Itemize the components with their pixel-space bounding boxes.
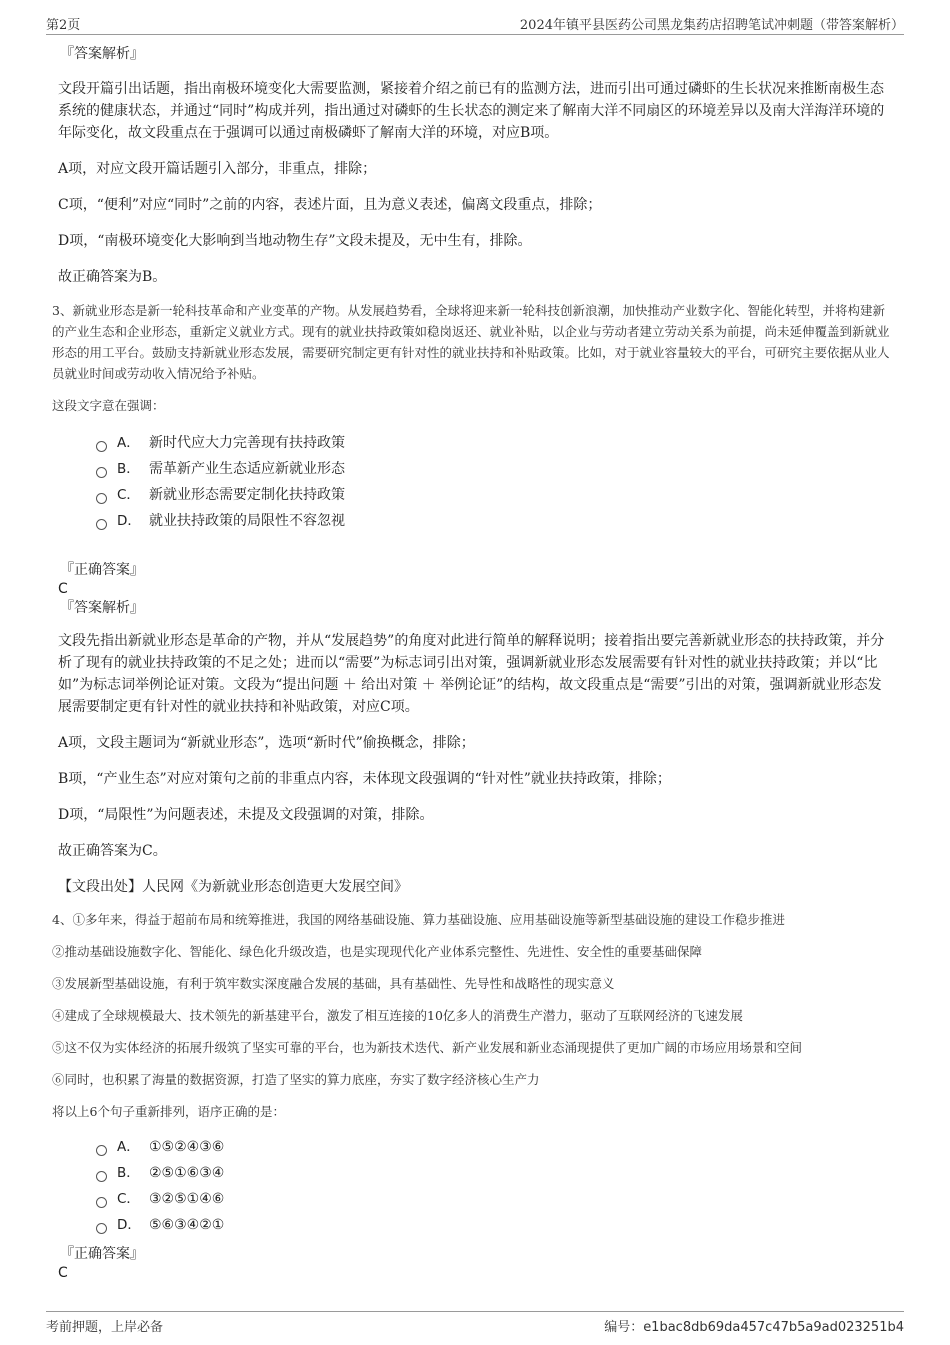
q3-prompt: 这段文字意在强调：	[52, 398, 165, 413]
q2-analysis-paragraph: 文段开篇引出话题，指出南极环境变化大需要监测，紧接着介绍之前已有的监测方法，进而引出可通过磷虾的生长状况来推断南极生态系统的健康状态，并通过“同时”构成并列，指出通过对磷虾的生长状态的测定来了解南大洋不同扇区的环境差异以及南大洋海洋环境的年际变化，故文段重点在于强调可以通过南极磷虾了解南大洋的环境，对应B项。	[58, 81, 885, 141]
q4-option-d[interactable]	[96, 1212, 894, 1238]
q3-option-a-text: 新时代应大力完善现有扶持政策	[149, 435, 345, 451]
q4-option-c-text: ③②⑤①④⑥	[149, 1191, 225, 1207]
q3-option-d-label: D．	[117, 513, 141, 529]
q3-analysis-paragraph: 文段先指出新就业形态是革命的产物，并从“发展趋势”的角度对此进行简单的解释说明；接着指出要完善新就业形态的扶持政策，并分析了现有的就业扶持政策的不足之处；进而以“需要”为标志词引出对策，强调新就业形态发展需要有针对性的就业扶持政策；并以“比如”为标志词举例论证对策。文段为“提出问题 ＋ 给出对策 ＋ 举例论证”的结构，故文段重点是“需要”引出的对策，强调新就业形态发展需要制定更有针对性的就业扶持和补贴政策，对应C项。	[58, 633, 885, 715]
page-header	[46, 14, 904, 35]
page-number: 第2页	[46, 18, 81, 33]
document-title: 2024年镇平县医药公司黑龙集药店招聘笔试冲刺题（带答案解析）	[519, 18, 904, 33]
q3-option-c[interactable]	[96, 482, 894, 508]
q4-sentence-4: ④建成了全球规模最大、技术领先的新基建平台，激发了相互连接的10亿多人的消费生产潜力，驱动了互联网经济的飞速发展	[52, 1008, 743, 1023]
q3-answer: C	[58, 581, 68, 597]
q3-answer-tag: 『正确答案』	[60, 562, 144, 578]
q4-option-a-text: ①⑤②④③⑥	[149, 1139, 225, 1155]
q3-option-a[interactable]	[96, 430, 894, 456]
q2-analysis-tag: 『答案解析』	[60, 46, 144, 62]
document-id: 编号：e1bac8db69da457c47b5a9ad023251b4	[604, 1320, 904, 1335]
radio-icon[interactable]	[96, 1223, 107, 1234]
q3-stem: 3、新就业形态是新一轮科技革命和产业变革的产物。从发展趋势看，全球将迎来新一轮科技创新浪潮，加快推动产业数字化、智能化转型，并将构建新的产业生态和企业形态，重新定义就业方式。现有的就业扶持政策如稳岗返还、就业补贴，以企业与劳动者建立劳动关系为前提，尚未延伸覆盖到新就业形态的用工平台。鼓励支持新就业形态发展，需要研究制定更有针对性的就业扶持和补贴政策。比如，对于就业容量较大的平台，可研究主要依据从业人员就业时间或劳动收入情况给予补贴。	[52, 303, 890, 381]
q3-option-d[interactable]	[96, 508, 894, 534]
q4-option-a[interactable]	[96, 1134, 894, 1160]
q3-option-d-text: 就业扶持政策的局限性不容忽视	[149, 513, 345, 529]
q3-option-b-analysis: B项，“产业生态”对应对策句之前的非重点内容，未体现文段强调的“针对性”就业扶持政策，排除；	[58, 771, 671, 787]
q4-sentence-3: ③发展新型基础设施，有利于筑牢数实深度融合发展的基础，具有基础性、先导性和战略性的现实意义	[52, 976, 615, 991]
q3-conclusion: 故正确答案为C。	[58, 843, 167, 859]
radio-icon[interactable]	[96, 493, 107, 504]
q3-option-b-label: B．	[117, 461, 140, 477]
q4-prompt: 将以上6个句子重新排列，语序正确的是：	[52, 1104, 285, 1119]
radio-icon[interactable]	[96, 1145, 107, 1156]
q3-source: 【文段出处】人民网《为新就业形态创造更大发展空间》	[58, 879, 408, 895]
q3-option-a-label: A．	[117, 435, 140, 451]
page-content	[52, 44, 894, 1282]
footer-slogan: 考前押题，上岸必备	[46, 1320, 164, 1335]
q4-option-b-label: B．	[117, 1165, 140, 1181]
q4-sentence-5: ⑤这不仅为实体经济的拓展升级筑了坚实可靠的平台，也为新技术迭代、新产业发展和新业态涌现提供了更加广阔的市场应用场景和空间	[52, 1040, 803, 1055]
q3-options	[96, 430, 894, 534]
q3-option-a-analysis: A项，文段主题词为“新就业形态”，选项“新时代”偷换概念，排除；	[58, 735, 475, 751]
page-footer	[46, 1311, 904, 1336]
radio-icon[interactable]	[96, 1197, 107, 1208]
q2-option-c-analysis: C项，“便利”对应“同时”之前的内容，表述片面，且为意义表述，偏离文段重点，排除；	[58, 197, 602, 213]
q4-sentence-2: ②推动基础设施数字化、智能化、绿色化升级改造，也是实现现代化产业体系完整性、先进性、安全性的重要基础保障	[52, 944, 703, 959]
radio-icon[interactable]	[96, 1171, 107, 1182]
q4-option-b-text: ②⑤①⑥③④	[149, 1165, 225, 1181]
q2-conclusion: 故正确答案为B。	[58, 269, 167, 285]
q4-option-d-label: D．	[117, 1217, 141, 1233]
q2-option-d-analysis: D项，“南极环境变化大影响到当地动物生存”文段未提及，无中生有，排除。	[58, 233, 532, 249]
q4-answer-tag: 『正确答案』	[60, 1246, 144, 1262]
q4-sentence-1: 4、①多年来，得益于超前布局和统筹推进，我国的网络基础设施、算力基础设施、应用基础设施等新型基础设施的建设工作稳步推进	[52, 912, 785, 927]
radio-icon[interactable]	[96, 519, 107, 530]
q4-answer: C	[58, 1265, 68, 1281]
q3-analysis-tag: 『答案解析』	[60, 600, 144, 616]
q3-option-d-analysis: D项，“局限性”为问题表述，未提及文段强调的对策，排除。	[58, 807, 434, 823]
q3-option-b[interactable]	[96, 456, 894, 482]
q3-option-b-text: 需革新产业生态适应新就业形态	[149, 461, 345, 477]
q4-option-d-text: ⑤⑥③④②①	[149, 1217, 225, 1233]
q4-option-b[interactable]	[96, 1160, 894, 1186]
q2-option-a-analysis: A项，对应文段开篇话题引入部分，非重点，排除；	[58, 161, 377, 177]
q4-option-c[interactable]	[96, 1186, 894, 1212]
q3-option-c-text: 新就业形态需要定制化扶持政策	[149, 487, 345, 503]
q4-options	[96, 1134, 894, 1238]
radio-icon[interactable]	[96, 467, 107, 478]
q4-sentence-6: ⑥同时，也积累了海量的数据资源，打造了坚实的算力底座，夯实了数字经济核心生产力	[52, 1072, 540, 1087]
q4-option-c-label: C．	[117, 1191, 140, 1207]
radio-icon[interactable]	[96, 441, 107, 452]
q3-option-c-label: C．	[117, 487, 140, 503]
q4-option-a-label: A．	[117, 1139, 140, 1155]
